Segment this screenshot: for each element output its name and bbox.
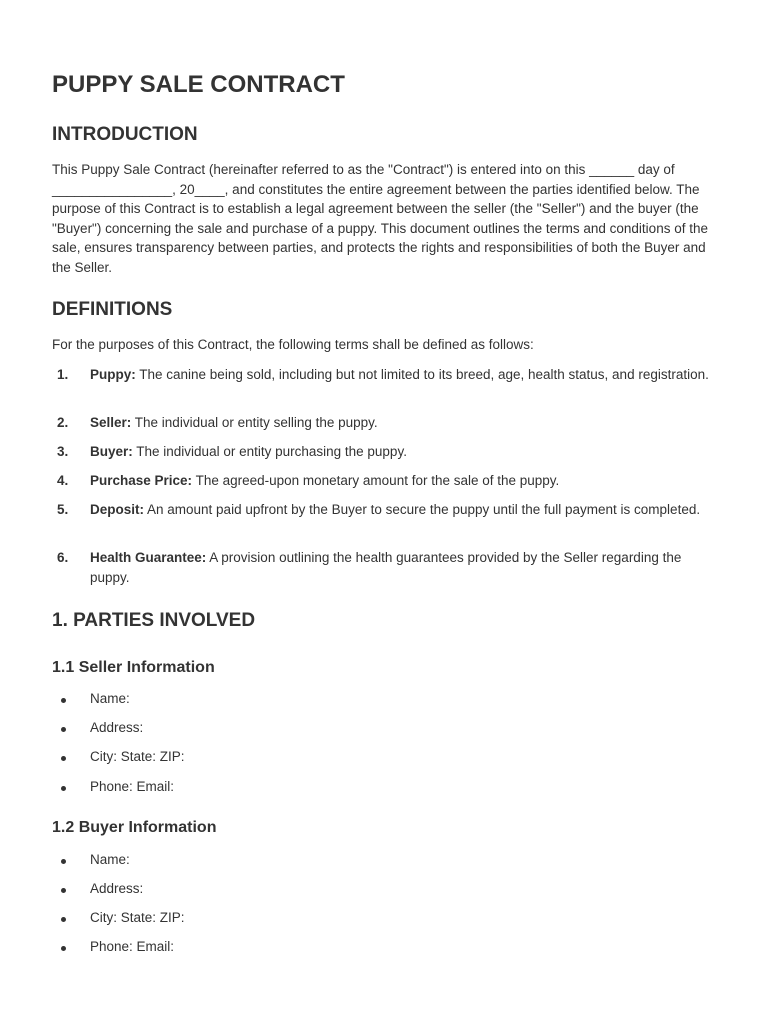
definitions-heading: DEFINITIONS (52, 299, 173, 320)
seller-name-field: Name: (52, 689, 720, 709)
definition-item (52, 548, 720, 587)
definition-term: Seller: (90, 415, 132, 430)
definition-term: Puppy: (90, 367, 136, 382)
definition-item (52, 471, 720, 491)
introduction-heading: INTRODUCTION (52, 124, 198, 145)
bullet-icon (61, 859, 66, 864)
definition-number: 1. (57, 367, 69, 382)
bullet-icon (61, 727, 66, 732)
definition-item (52, 365, 720, 385)
definition-item (52, 442, 720, 462)
definition-text: The individual or entity selling the puppy. (131, 415, 378, 430)
definition-number: 5. (57, 502, 69, 517)
definition-item (52, 500, 720, 520)
definition-term: Purchase Price: (90, 473, 193, 488)
definition-text: An amount paid upfront by the Buyer to secure the puppy until the full payment is completed. (144, 502, 701, 517)
introduction-text: This Puppy Sale Contract (hereinafter referred to as the "Contract") is entered into on this ______ day of ________________, 20____, and constitutes the entire agreement between the parties identified below. The purpose of this Contract is to establish a legal agreement between the seller (the "Seller") and the buyer (the "Buyer") concerning the sale and purchase of a puppy. This document outlines the terms and conditions of the sale, ensures transparency between parties, and protects the rights and responsibilities of both the Buyer and the Seller. (52, 162, 708, 275)
bullet-icon (61, 888, 66, 893)
definition-text: The canine being sold, including but not limited to its breed, age, health status, and registration. (135, 367, 709, 382)
bullet-icon (61, 786, 66, 791)
seller-phone-email-field: Phone: Email: (52, 777, 720, 797)
bullet-icon (61, 698, 66, 703)
definition-text: The individual or entity purchasing the puppy. (132, 444, 407, 459)
definition-item (52, 413, 720, 433)
definition-number: 6. (57, 550, 69, 565)
seller-info-heading: 1.1 Seller Information (52, 659, 215, 676)
definition-number: 3. (57, 444, 69, 459)
bullet-icon (61, 756, 66, 761)
seller-address-field: Address: (52, 718, 720, 738)
definition-number: 2. (57, 415, 69, 430)
definition-number: 4. (57, 473, 69, 488)
bullet-icon (61, 917, 66, 922)
definitions-intro: For the purposes of this Contract, the following terms shall be defined as follows: (52, 337, 534, 352)
seller-city-state-zip-field: City: State: ZIP: (52, 747, 720, 767)
buyer-name-field: Name: (52, 850, 720, 870)
buyer-city-state-zip-field: City: State: ZIP: (52, 908, 720, 928)
definition-term: Deposit: (90, 502, 144, 517)
definition-term: Health Guarantee: (90, 550, 207, 565)
parties-heading: 1. PARTIES INVOLVED (52, 610, 256, 631)
bullet-icon (61, 946, 66, 951)
document-title: PUPPY SALE CONTRACT (52, 71, 345, 98)
buyer-address-field: Address: (52, 879, 720, 899)
definition-text: The agreed-upon monetary amount for the sale of the puppy. (192, 473, 560, 488)
buyer-phone-email-field: Phone: Email: (52, 937, 720, 957)
definition-term: Buyer: (90, 444, 133, 459)
definition-text: A provision outlining the health guarantees provided by the Seller regarding the puppy. (90, 550, 682, 585)
buyer-info-heading: 1.2 Buyer Information (52, 819, 217, 836)
